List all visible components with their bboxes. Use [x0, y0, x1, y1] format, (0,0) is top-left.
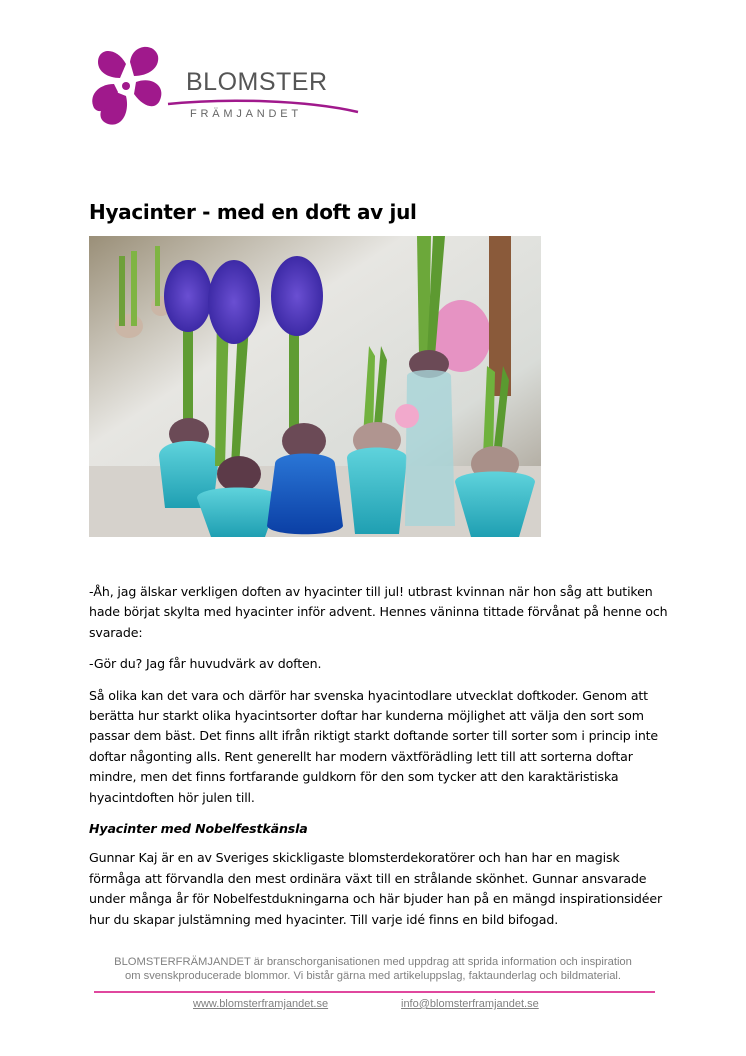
footer-info [80, 955, 666, 983]
footer-line: om svenskproducerade blommor. Vi bistår gärna med artikeluppslag, faktaunderlag och bildmaterial. [124, 970, 622, 982]
subheading: Hyacinter med Nobelfestkänsla [89, 821, 308, 837]
paragraph: Så olika kan det vara och därför har svenska hyacintodlare utvecklat doftkoder. Genom att berätta hur starkt olika hyacintsorter doftar har kunderna möjlighet att välja den sort som passar dem bäst. Det finns allt ifrån riktigt starkt doftande sorter till sorter som i princip inte doftar någonting alls. Rent generellt har modern växtförädling lett till att sorterna doftar mindre, men det finns fortfarande guldkorn för den som tycker att den karaktäristiska hyacintdoften hör julen till. [89, 687, 659, 805]
paragraph: -Gör du? Jag får huvudvärk av doften. [89, 656, 322, 672]
footer-divider [94, 991, 655, 993]
article-body [89, 582, 669, 941]
hero-photo [89, 236, 541, 537]
website-link[interactable]: www.blomsterframjandet.se [193, 998, 329, 1010]
brand-subtitle: FRÄMJANDET [190, 108, 302, 120]
brand-logo [86, 42, 366, 137]
paragraph: Gunnar Kaj är en av Sveriges skickligaste blomsterdekoratörer och han har en magisk förmåga att förvandla den mest ordinära växt till en strålande skönhet. Gunnar ansvarade under många år för Nobelfestdukningarna och här bjuder han på en mängd inspirationsidéer hur du skapar julstämning med hyacinter. Till varje idé finns en bild bifogad. [89, 850, 663, 927]
brand-name: BLOMSTER [186, 68, 328, 96]
article-title: Hyacinter - med en doft av jul [89, 200, 417, 224]
hyacinth-photo [89, 236, 541, 537]
paragraph: -Åh, jag älskar verkligen doften av hyacinter till jul! utbrast kvinnan när hon såg att butiken hade börjat skylta med hyacinter inför advent. Hennes väninna tittade förvånat på henne och svarade: [89, 584, 668, 640]
email-link[interactable]: info@blomsterframjandet.se [401, 998, 539, 1010]
footer-line: BLOMSTERFRÄMJANDET är branschorganisationen med uppdrag att sprida information och inspiration [114, 956, 632, 968]
